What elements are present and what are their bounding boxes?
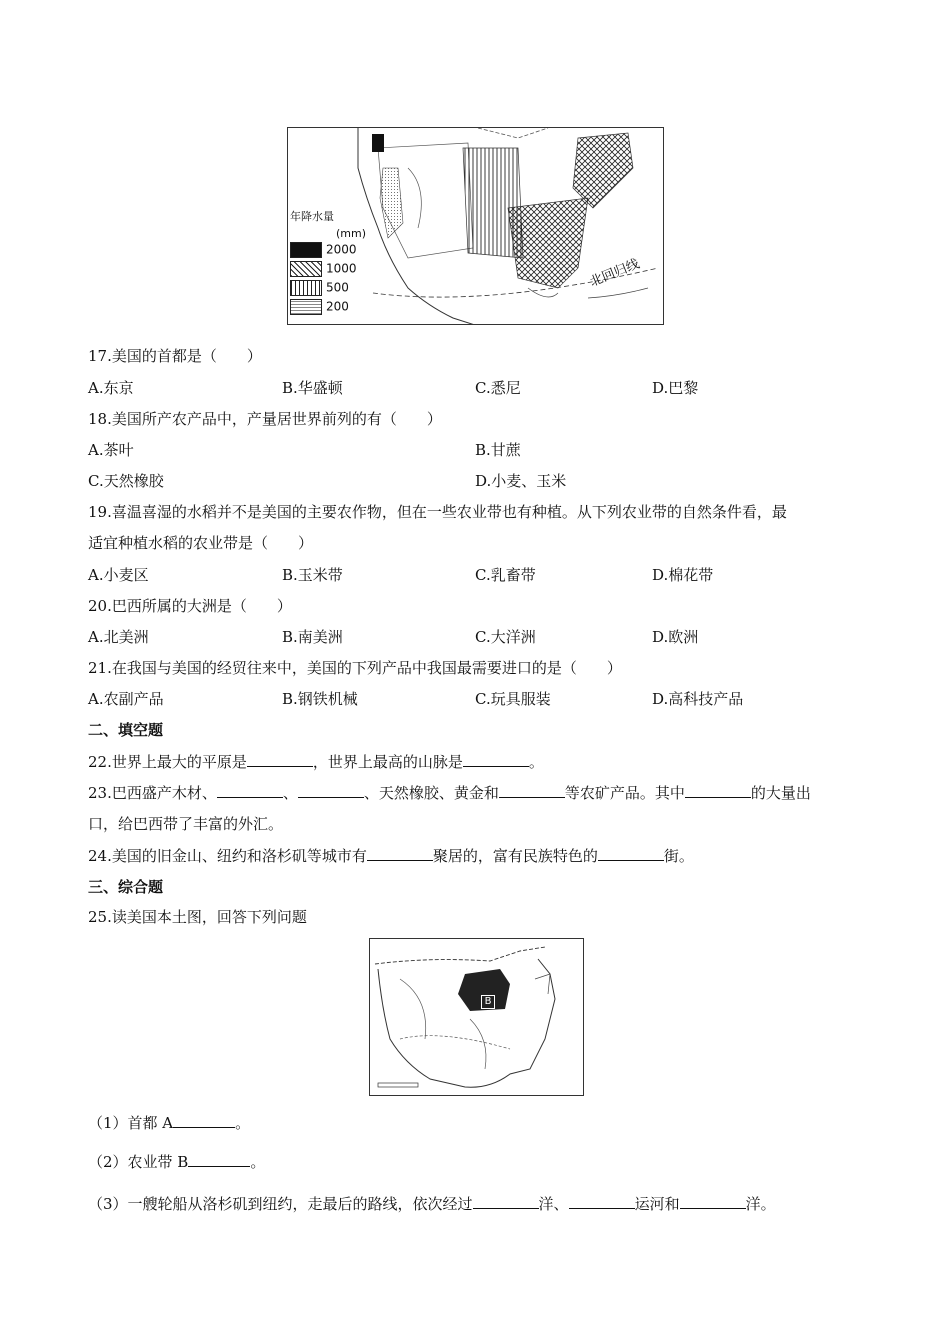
- q17-option-b: B.华盛顿: [282, 379, 343, 397]
- q24: 24.美国的旧金山、纽约和洛杉矶等城市有 聚居的，富有民族特色的 街。: [88, 847, 694, 865]
- q17-option-d: D.巴黎: [652, 379, 699, 397]
- q19-option-b: B.玉米带: [282, 566, 343, 584]
- q19-option-c: C.乳畜带: [475, 566, 536, 584]
- tropic-label: 北回归线: [587, 256, 642, 291]
- legend-swatch-vlines: [290, 280, 322, 296]
- q20-option-a: A.北美洲: [88, 628, 149, 646]
- q20-option-b: B.南美洲: [282, 628, 343, 646]
- q19-option-a: A.小麦区: [88, 566, 149, 584]
- legend-unit: (mm): [336, 227, 367, 240]
- q25-sub3-blank-3[interactable]: [680, 1193, 746, 1209]
- legend-item-200: 200: [290, 299, 349, 315]
- legend-item-500: 500: [290, 280, 349, 296]
- q20-option-d: D.欧洲: [652, 628, 699, 646]
- legend-swatch-cross: [290, 261, 322, 277]
- q23-blank-1[interactable]: [217, 782, 283, 798]
- q21-stem: 21.在我国与美国的经贸往来中，美国的下列产品中我国最需要进口的是（ ）: [88, 659, 622, 677]
- q17-option-a: A.东京: [88, 379, 134, 397]
- q19-stem-line2: 适宜种植水稻的农业带是（ ）: [88, 534, 314, 552]
- q24-blank-2[interactable]: [598, 845, 664, 861]
- q19-option-d: D.棉花带: [652, 566, 714, 584]
- q23-blank-2[interactable]: [298, 782, 364, 798]
- legend-swatch-solid: [290, 242, 322, 258]
- q23-line1: 23.巴西盛产木材、 、 、天然橡胶、黄金和 等农矿产品。其中 的大量出: [88, 784, 811, 802]
- q25-sub2-blank[interactable]: [188, 1151, 250, 1167]
- q21-option-b: B.钢铁机械: [282, 690, 358, 708]
- q18-option-d: D.小麦、玉米: [475, 472, 567, 490]
- section-fill-in-title: 二、填空题: [88, 721, 164, 739]
- legend-swatch-dots: [290, 299, 322, 315]
- section-comprehensive-title: 三、综合题: [88, 878, 164, 896]
- q23-blank-4[interactable]: [685, 782, 751, 798]
- q20-option-c: C.大洋洲: [475, 628, 536, 646]
- legend-item-2000: 2000: [290, 242, 357, 258]
- precipitation-map: [287, 127, 664, 325]
- q23-line2: 口，给巴西带了丰富的外汇。: [88, 815, 284, 833]
- q25-sub1-blank[interactable]: [173, 1112, 235, 1128]
- q25-sub2: （2）农业带 B 。: [88, 1153, 266, 1171]
- q22-blank-2[interactable]: [463, 751, 529, 767]
- q25-sub3-blank-1[interactable]: [473, 1193, 539, 1209]
- legend-item-1000: 1000: [290, 261, 357, 277]
- q22-blank-1[interactable]: [247, 751, 313, 767]
- q25-sub3: （3）一艘轮船从洛杉矶到纽约，走最后的路线，依次经过 洋、 运河和 洋。: [88, 1195, 776, 1213]
- q25-stem: 25.读美国本土图，回答下列问题: [88, 908, 307, 926]
- q18-option-a: A.茶叶: [88, 441, 134, 459]
- map-label-b: B: [481, 995, 495, 1009]
- q19-stem-line1: 19.喜温喜湿的水稻并不是美国的主要农作物，但在一些农业带也有种植。从下列农业带的自然条件看，最: [88, 503, 787, 521]
- q25-sub1: （1）首都 A 。: [88, 1114, 251, 1132]
- us-mainland-map: [369, 938, 584, 1096]
- q21-option-c: C.玩具服装: [475, 690, 551, 708]
- q17-stem: 17.美国的首都是（ ）: [88, 347, 262, 365]
- q18-stem: 18.美国所产农产品中，产量居世界前列的有（ ）: [88, 410, 442, 428]
- us-mainland-map-drawing: [370, 939, 584, 1096]
- q18-option-c: C.天然橡胶: [88, 472, 164, 490]
- q18-option-b: B.甘蔗: [475, 441, 521, 459]
- q24-blank-1[interactable]: [367, 845, 433, 861]
- q23-blank-3[interactable]: [499, 782, 565, 798]
- q22: 22.世界上最大的平原是 ，世界上最高的山脉是 。: [88, 753, 544, 771]
- q21-option-a: A.农副产品: [88, 690, 164, 708]
- q17-option-c: C.悉尼: [475, 379, 521, 397]
- legend-title: 年降水量: [290, 210, 334, 223]
- q20-stem: 20.巴西所属的大洲是（ ）: [88, 597, 292, 615]
- q21-option-d: D.高科技产品: [652, 690, 744, 708]
- q25-sub3-blank-2[interactable]: [569, 1193, 635, 1209]
